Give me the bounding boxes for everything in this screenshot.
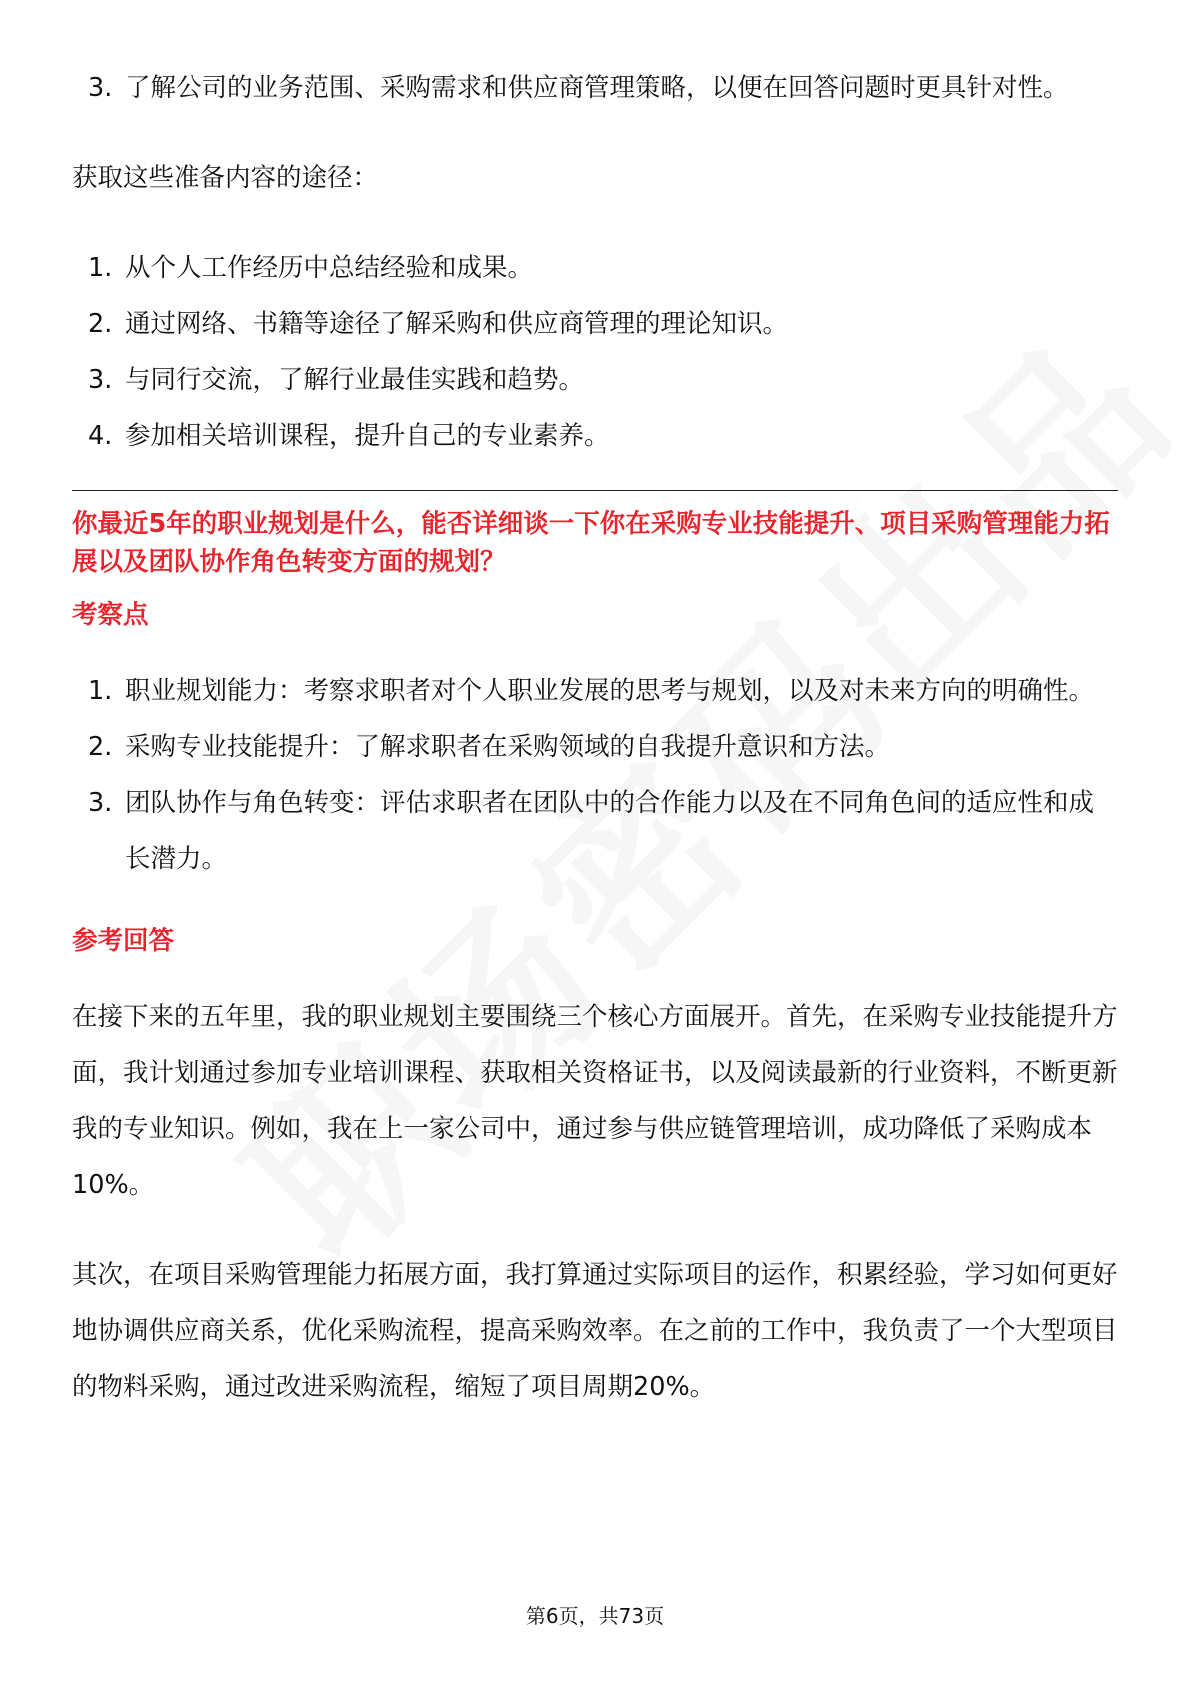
list-item xyxy=(72,719,1118,775)
answer-paragraph: 其次，在项目采购管理能力拓展方面，我打算通过实际项目的运作，积累经验，学习如何更好地协调供应商关系，优化采购流程，提高采购效率。在之前的工作中，我负责了一个大型项目的物料采购，通过改进采购流程，缩短了项目周期20%。 xyxy=(72,1260,1118,1402)
list-item xyxy=(72,240,1118,296)
top-list xyxy=(72,60,1118,116)
answer-title: 参考回答 xyxy=(72,926,175,956)
list-item-text: 通过网络、书籍等途径了解采购和供应商管理的理论知识。 xyxy=(125,309,789,339)
list-item-text: 采购专业技能提升：了解求职者在采购领域的自我提升意识和方法。 xyxy=(125,732,891,762)
prep-paths-list xyxy=(72,240,1118,464)
list-item xyxy=(72,775,1118,887)
list-item-text: 参加相关培训课程，提升自己的专业素养。 xyxy=(125,421,610,451)
list-item xyxy=(72,296,1118,352)
list-item xyxy=(72,408,1118,464)
list-item xyxy=(72,663,1118,719)
list-item-text: 与同行交流，了解行业最佳实践和趋势。 xyxy=(125,365,585,395)
list-item-number: 3. xyxy=(88,788,113,818)
list-item-number: 3. xyxy=(88,365,113,395)
page-content xyxy=(72,60,1118,1415)
list-item-number: 1. xyxy=(88,676,113,706)
assessment-list xyxy=(72,663,1118,887)
interview-question: 你最近5年的职业规划是什么，能否详细谈一下你在采购专业技能提升、项目采购管理能力拓展以及团队协作角色转变方面的规划？ xyxy=(72,509,1110,577)
list-item-number: 2. xyxy=(88,732,113,762)
page-number: 第6页，共73页 xyxy=(525,1604,665,1628)
list-item-text: 团队协作与角色转变：评估求职者在团队中的合作能力以及在不同角色间的适应性和成长潜力。 xyxy=(125,788,1095,874)
list-item-text: 职业规划能力：考察求职者对个人职业发展的思考与规划，以及对未来方向的明确性。 xyxy=(125,676,1095,706)
list-item-number: 2. xyxy=(88,309,113,339)
list-item-number: 3. xyxy=(88,73,113,103)
prep-paths-heading: 获取这些准备内容的途径： xyxy=(72,163,379,193)
list-item-text: 从个人工作经历中总结经验和成果。 xyxy=(125,253,534,283)
answer-paragraph: 在接下来的五年里，我的职业规划主要围绕三个核心方面展开。首先，在采购专业技能提升方面，我计划通过参加专业培训课程、获取相关资格证书，以及阅读最新的行业资料，不断更新我的专业知识。例如，我在上一家公司中，通过参与供应链管理培训，成功降低了采购成本10%。 xyxy=(72,1002,1118,1200)
list-item xyxy=(72,60,1118,116)
list-item-number: 4. xyxy=(88,421,113,451)
section-divider xyxy=(72,490,1118,491)
list-item-text: 了解公司的业务范围、采购需求和供应商管理策略，以便在回答问题时更具针对性。 xyxy=(125,73,1069,103)
assessment-title: 考察点 xyxy=(72,600,149,630)
list-item xyxy=(72,352,1118,408)
list-item-number: 1. xyxy=(88,253,113,283)
